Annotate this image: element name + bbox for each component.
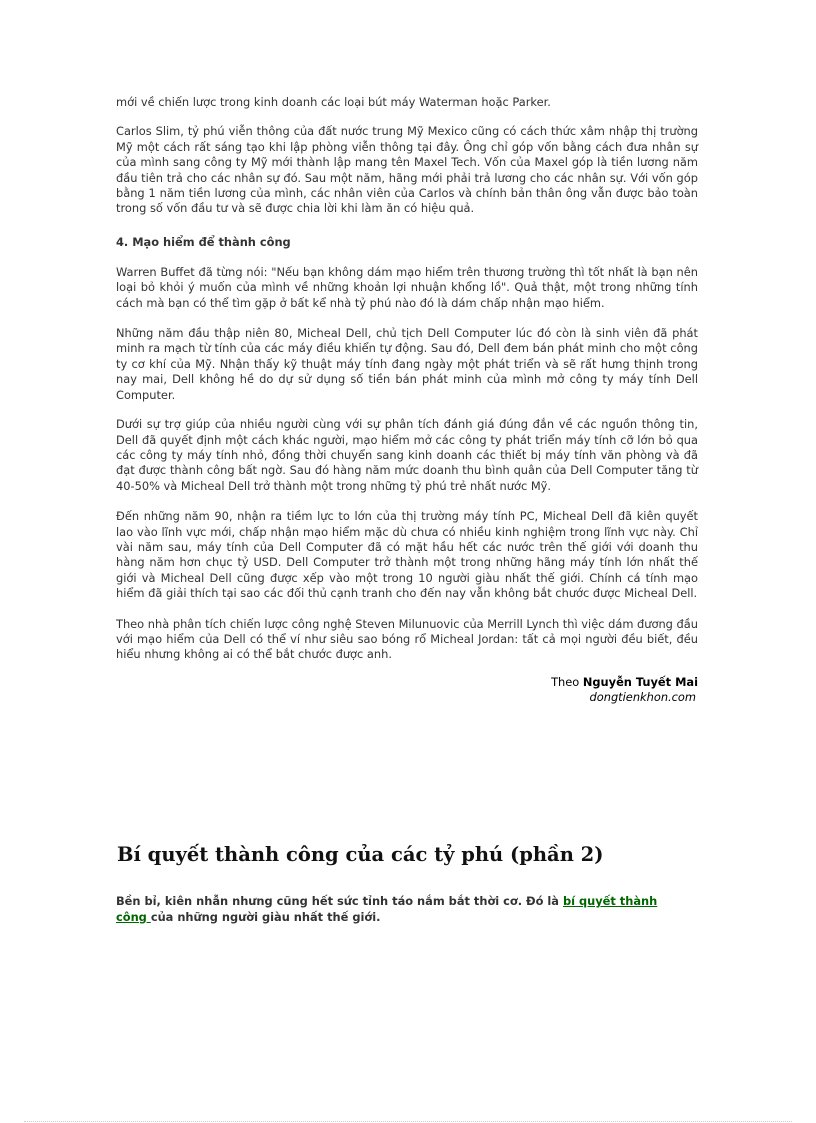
next-article-lead [116, 893, 676, 925]
next-article-title: Bí quyết thành công của các tỷ phú (phần 2) [117, 843, 604, 866]
paragraph-dell-80s: Những năm đầu thập niên 80, Micheal Dell, chủ tịch Dell Computer lúc đó còn là sinh viên đã phát minh ra mạch từ tính của các máy điều khiển tự động. Sau đó, Dell đem bán phát minh cho một công ty cơ khí của Mỹ. Nhận thấy kỹ thuật máy tính đang ngày một phát triển và sẽ rất hưng thịnh trong nay mai, Dell không hề do dự sử dụng số tiền bán phát minh của mình mở công ty máy tính Dell Computer. [116, 326, 698, 402]
lead-text-after: của những người giàu nhất thế giới. [150, 910, 381, 924]
paragraph-carlos-slim: Carlos Slim, tỷ phú viễn thông của đất nước trung Mỹ Mexico cũng có cách thức xâm nhập thị trường Mỹ một cách rất sáng tạo khi lập phòng viễn thông tại đây. Ông chỉ góp vốn bằng cách đưa nhân sự của mình sang công ty Mỹ mới thành lập mang tên Maxel Tech. Vốn của Maxel góp là tiền lương năm đầu tiên trả cho các nhân sự đó. Sau một năm, hãng mới phải trả lương cho các nhân sự. Với vốn góp bằng 1 năm tiền lương của mình, các nhân viên của Carlos và chính bản thân ông vẫn được bảo toàn trong số vốn đầu tư và sẽ được chia lời khi làm ăn có hiệu quả. [116, 124, 698, 216]
article-body [116, 95, 698, 705]
section-heading-risk: 4. Mạo hiểm để thành công [116, 234, 291, 249]
lead-text-before: Bền bỉ, kiên nhẫn nhưng cũng hết sức tỉnh táo nắm bắt thời cơ. Đó là [116, 894, 563, 908]
article-credit [116, 675, 698, 705]
success-secret-link[interactable]: bí quyết thành công [116, 894, 658, 924]
credit-prefix: Theo [551, 674, 583, 689]
paragraph-milunuovic: Theo nhà phân tích chiến lược công nghệ Steven Milunuovic của Merrill Lynch thì việc dám đương đầu với mạo hiểm của Dell có thể ví như siêu sao bóng rổ Micheal Jordan: tất cả mọi người đều biết, đều hiểu nhưng không ai có thể bắt chước được anh. [116, 616, 698, 662]
paragraph-dell-90s: Đến những năm 90, nhận ra tiềm lực to lớn của thị trường máy tính PC, Micheal Dell đã kiên quyết lao vào lĩnh vực mới, chấp nhận mạo hiểm mặc dù chưa có nhiều kinh nghiệm trong lĩnh vực này. Chỉ vài năm sau, máy tính của Dell Computer đã có mặt hầu hết các nước trên thế giới với doanh thu hàng năm hơn chục tỷ USD. Dell Computer trở thành một trong những hãng máy tính lớn nhất thế giới và Micheal Dell cũng được xếp vào một trong 10 người giàu nhất thế giới. Chính cá tính mạo hiểm đã giải thích tại sao các đối thủ cạnh tranh cho đến nay vẫn không bắt chước được Micheal Dell. [116, 509, 698, 601]
paragraph-waterman: mới về chiến lược trong kinh doanh các loại bút máy Waterman hoặc Parker. [116, 95, 551, 109]
credit-source-site: dongtienkhon.com [589, 689, 696, 704]
paragraph-warren-buffet: Warren Buffet đã từng nói: "Nếu bạn không dám mạo hiểm trên thương trường thì tốt nhất là bạn nên loại bỏ khỏi ý muốn của mình về những khoản lợi nhuận khổng lồ". Quả thật, một trong những tính cách mà bạn có thể tìm gặp ở bất kể nhà tỷ phú nào đó là dám chấp nhận mạo hiểm. [116, 264, 698, 310]
page-bottom-divider [24, 1121, 792, 1122]
paragraph-dell-growth: Dưới sự trợ giúp của nhiều người cùng với sự phân tích đánh giá đúng đắn về các nguồn thông tin, Dell đã quyết định một cách khác người, mạo hiểm mở các công ty phát triển máy tính cỡ lớn bỏ qua các công ty máy tính nhỏ, đồng thời chuyển sang kinh doanh các thiết bị máy tính văn phòng và đã đạt được thành công bất ngờ. Sau đó hàng năm mức doanh thu bình quân của Dell Computer tăng từ 40-50% và Micheal Dell trở thành một trong những tỷ phú trẻ nhất nước Mỹ. [116, 417, 698, 493]
credit-author: Nguyễn Tuyết Mai [582, 674, 698, 689]
